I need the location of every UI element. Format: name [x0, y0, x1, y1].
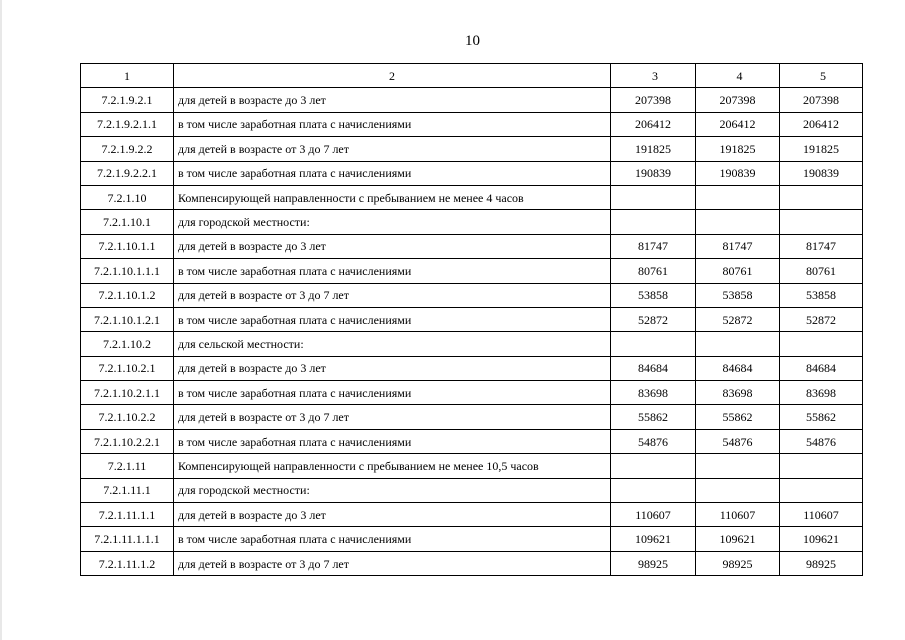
row-value-col5: 109621 [780, 527, 863, 551]
table-body [81, 64, 863, 576]
row-name: в том числе заработная плата с начислениями [174, 527, 611, 551]
row-name: для сельской местности: [174, 332, 611, 356]
row-value-col5 [780, 185, 863, 209]
row-value-col5: 55862 [780, 405, 863, 429]
column-header-1: 1 [81, 64, 174, 88]
row-value-col5: 83698 [780, 381, 863, 405]
row-value-col3: 110607 [611, 503, 696, 527]
row-code: 7.2.1.10.1.2.1 [81, 307, 174, 331]
table-row [81, 307, 863, 331]
scan-edge [0, 0, 2, 640]
row-value-col5: 191825 [780, 137, 863, 161]
row-value-col4 [696, 478, 780, 502]
row-name: в том числе заработная плата с начислениями [174, 259, 611, 283]
row-value-col4: 207398 [696, 88, 780, 112]
row-value-col3: 109621 [611, 527, 696, 551]
row-name: в том числе заработная плата с начислениями [174, 429, 611, 453]
row-code: 7.2.1.10.2 [81, 332, 174, 356]
row-name: в том числе заработная плата с начислениями [174, 161, 611, 185]
table-row [81, 527, 863, 551]
row-value-col5: 52872 [780, 307, 863, 331]
page-number: 10 [465, 33, 480, 49]
row-value-col3 [611, 332, 696, 356]
row-value-col5: 206412 [780, 112, 863, 136]
row-name: для городской местности: [174, 478, 611, 502]
table-row [81, 283, 863, 307]
table-row [81, 88, 863, 112]
row-value-col5 [780, 332, 863, 356]
row-value-col3: 55862 [611, 405, 696, 429]
row-value-col3: 207398 [611, 88, 696, 112]
row-value-col3: 80761 [611, 259, 696, 283]
row-value-col5 [780, 454, 863, 478]
row-code: 7.2.1.10.2.2 [81, 405, 174, 429]
table-row [81, 259, 863, 283]
row-code: 7.2.1.10.1.1 [81, 234, 174, 258]
row-value-col4: 206412 [696, 112, 780, 136]
column-header-4: 4 [696, 64, 780, 88]
row-name: Компенсирующей направленности с пребыванием не менее 10,5 часов [174, 454, 611, 478]
row-value-col4: 83698 [696, 381, 780, 405]
row-value-col4: 53858 [696, 283, 780, 307]
row-value-col4: 110607 [696, 503, 780, 527]
column-header-5: 5 [780, 64, 863, 88]
table-row [81, 161, 863, 185]
row-value-col3: 81747 [611, 234, 696, 258]
row-name: в том числе заработная плата с начислениями [174, 307, 611, 331]
row-code: 7.2.1.11.1.1 [81, 503, 174, 527]
row-value-col5: 81747 [780, 234, 863, 258]
row-value-col3: 52872 [611, 307, 696, 331]
row-name: для детей в возрасте от 3 до 7 лет [174, 405, 611, 429]
row-name: для детей в возрасте до 3 лет [174, 356, 611, 380]
table-row [81, 137, 863, 161]
row-code: 7.2.1.10.2.1.1 [81, 381, 174, 405]
data-table [80, 63, 863, 576]
row-value-col3: 53858 [611, 283, 696, 307]
row-name: для городской местности: [174, 210, 611, 234]
column-header-2: 2 [174, 64, 611, 88]
row-value-col5: 207398 [780, 88, 863, 112]
column-header-3: 3 [611, 64, 696, 88]
row-value-col4: 191825 [696, 137, 780, 161]
row-value-col3: 191825 [611, 137, 696, 161]
row-value-col4: 98925 [696, 551, 780, 575]
table-row [81, 478, 863, 502]
row-value-col5 [780, 478, 863, 502]
row-code: 7.2.1.10.1.1.1 [81, 259, 174, 283]
row-name: для детей в возрасте до 3 лет [174, 234, 611, 258]
row-value-col3 [611, 454, 696, 478]
table-row [81, 405, 863, 429]
row-code: 7.2.1.11.1 [81, 478, 174, 502]
row-code: 7.2.1.9.2.1 [81, 88, 174, 112]
table-row [81, 112, 863, 136]
row-value-col5 [780, 210, 863, 234]
row-value-col4 [696, 332, 780, 356]
row-value-col5: 80761 [780, 259, 863, 283]
row-code: 7.2.1.11.1.1.1 [81, 527, 174, 551]
table-row [81, 551, 863, 575]
row-value-col3 [611, 478, 696, 502]
row-value-col4 [696, 454, 780, 478]
row-value-col3: 84684 [611, 356, 696, 380]
row-value-col3 [611, 210, 696, 234]
row-name: в том числе заработная плата с начислениями [174, 112, 611, 136]
row-code: 7.2.1.11 [81, 454, 174, 478]
row-value-col4: 81747 [696, 234, 780, 258]
table-row [81, 503, 863, 527]
table-row [81, 210, 863, 234]
row-value-col4 [696, 210, 780, 234]
table-row [81, 356, 863, 380]
table-row [81, 185, 863, 209]
row-value-col4: 52872 [696, 307, 780, 331]
table-row [81, 454, 863, 478]
row-code: 7.2.1.10.2.2.1 [81, 429, 174, 453]
row-value-col5: 53858 [780, 283, 863, 307]
row-code: 7.2.1.9.2.2.1 [81, 161, 174, 185]
row-value-col4: 55862 [696, 405, 780, 429]
row-value-col4: 80761 [696, 259, 780, 283]
row-code: 7.2.1.10 [81, 185, 174, 209]
row-name: для детей в возрасте до 3 лет [174, 88, 611, 112]
row-value-col4: 84684 [696, 356, 780, 380]
row-value-col3: 206412 [611, 112, 696, 136]
row-value-col5: 110607 [780, 503, 863, 527]
row-value-col3: 190839 [611, 161, 696, 185]
row-name: в том числе заработная плата с начислениями [174, 381, 611, 405]
row-value-col4: 54876 [696, 429, 780, 453]
row-code: 7.2.1.10.1.2 [81, 283, 174, 307]
row-name: для детей в возрасте от 3 до 7 лет [174, 137, 611, 161]
row-code: 7.2.1.10.1 [81, 210, 174, 234]
row-code: 7.2.1.11.1.2 [81, 551, 174, 575]
row-value-col4: 109621 [696, 527, 780, 551]
row-value-col5: 84684 [780, 356, 863, 380]
row-value-col5: 98925 [780, 551, 863, 575]
table-header-row [81, 64, 863, 88]
table-row [81, 429, 863, 453]
table-row [81, 234, 863, 258]
table-row [81, 332, 863, 356]
table-row [81, 381, 863, 405]
row-value-col3: 98925 [611, 551, 696, 575]
row-code: 7.2.1.9.2.2 [81, 137, 174, 161]
row-name: Компенсирующей направленности с пребыванием не менее 4 часов [174, 185, 611, 209]
row-value-col5: 54876 [780, 429, 863, 453]
row-value-col3: 83698 [611, 381, 696, 405]
row-name: для детей в возрасте до 3 лет [174, 503, 611, 527]
row-code: 7.2.1.9.2.1.1 [81, 112, 174, 136]
row-value-col4: 190839 [696, 161, 780, 185]
row-name: для детей в возрасте от 3 до 7 лет [174, 551, 611, 575]
row-value-col3 [611, 185, 696, 209]
row-value-col3: 54876 [611, 429, 696, 453]
row-value-col4 [696, 185, 780, 209]
row-value-col5: 190839 [780, 161, 863, 185]
row-code: 7.2.1.10.2.1 [81, 356, 174, 380]
row-name: для детей в возрасте от 3 до 7 лет [174, 283, 611, 307]
